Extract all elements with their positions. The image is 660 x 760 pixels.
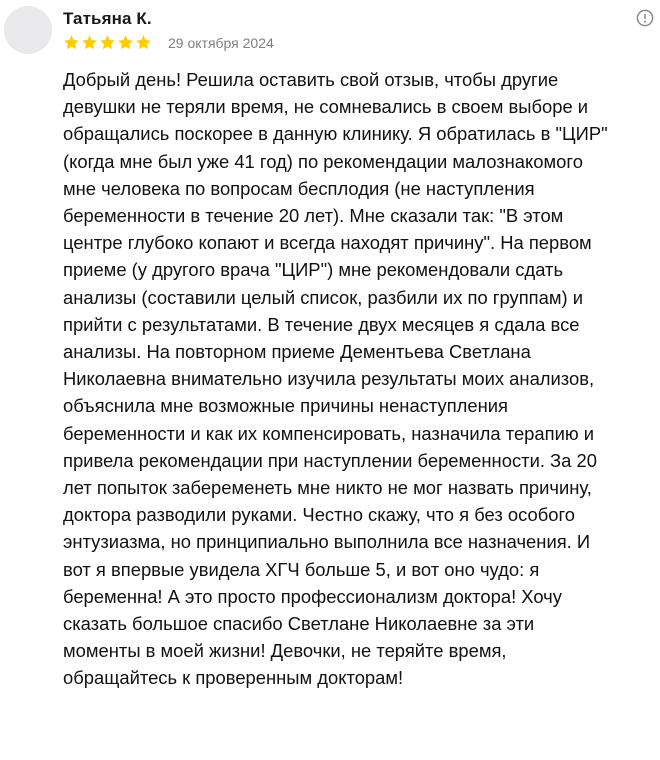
author-name[interactable]: Татьяна К.	[63, 9, 152, 28]
review-date: 29 октября 2024	[168, 35, 274, 51]
star-icon	[81, 34, 98, 51]
star-icon	[117, 34, 134, 51]
review-text: Добрый день! Решила оставить свой отзыв, чтобы другие девушки не теряли время, не сомневались в своем выборе и обращались поскорее в данную клинику. Я обратилась в "ЦИР" (когда мне был уже 41 год) по рекомендации малознакомого мне человека по вопросам бесплодия (не наступления беременности в течение 20 лет). Мне сказали так: "В этом центре глубоко копают и всегда находят причину". На первом приеме (у другого врача "ЦИР") мне рекомендовали сдать анализы (составили целый список, разбили их по группам) и прийти с результатами. В течение двух месяцев я сдала все анализы. На повторном приеме Дементьева Светлана Николаевна внимательно изучила результаты моих анализов, объяснила мне возможные причины ненаступления беременности и как их компенсировать, назначила терапию и привела рекомендации при наступлении беременности. За 20 лет попыток забеременеть мне никто не мог назвать причину, доктора разводили руками. Честно скажу, что я без особого энтузиазма, но принципиально выполнила все назначения. И вот я впервые увидела ХГЧ больше 5, и вот оно чудо: я беременна! А это просто профессионализм доктора! Хочу сказать большое спасибо Светлане Николаевне за эти моменты в моей жизни! Девочки, не теряйте время, обращайтесь к проверенным докторам!	[63, 69, 608, 689]
info-circle-icon[interactable]	[636, 9, 654, 27]
star-icon	[63, 34, 80, 51]
avatar[interactable]	[4, 6, 52, 54]
star-icon	[99, 34, 116, 51]
star-rating	[63, 34, 152, 51]
star-icon	[135, 34, 152, 51]
